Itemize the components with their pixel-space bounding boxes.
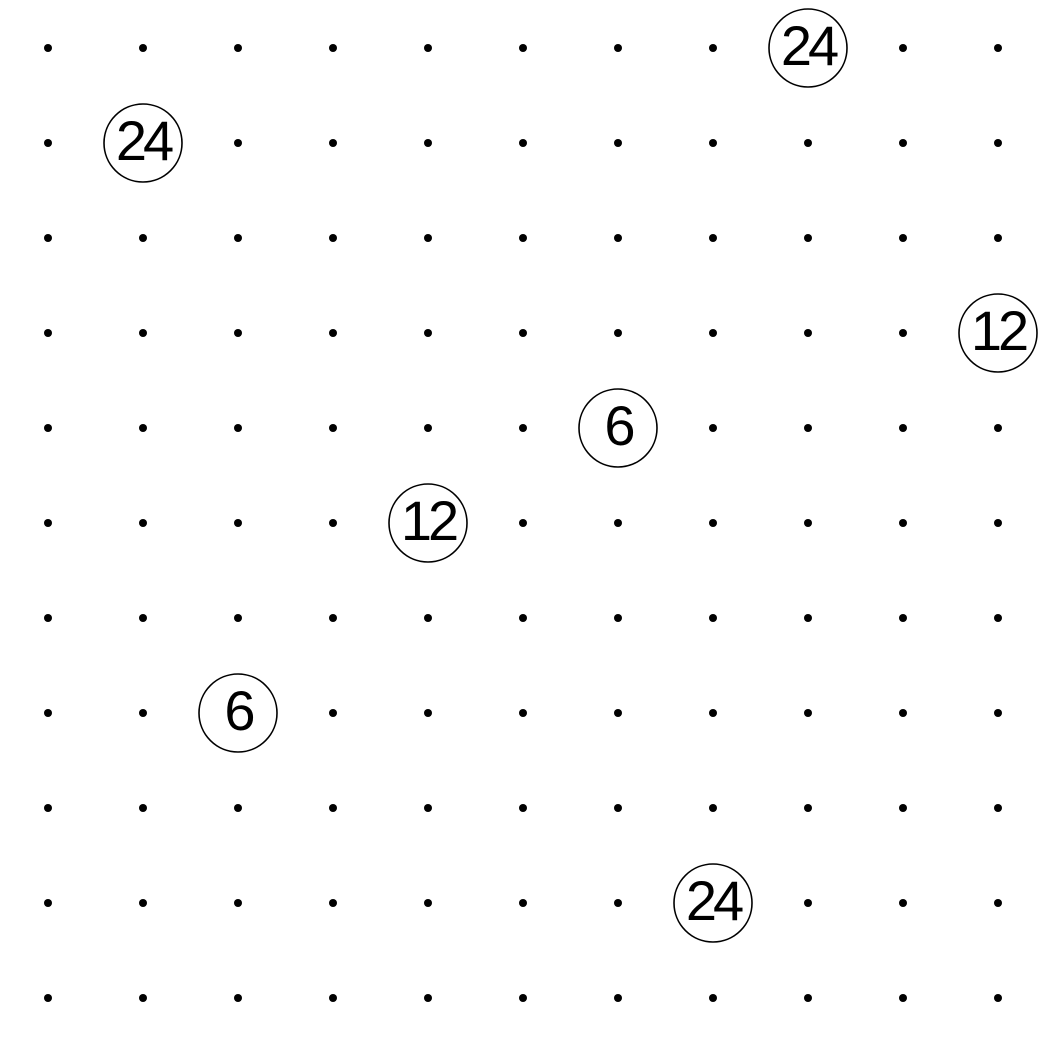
grid-dot[interactable] [519,424,527,432]
grid-dot[interactable] [614,519,622,527]
grid-dot[interactable] [44,234,52,242]
grid-dot[interactable] [614,709,622,717]
grid-dot[interactable] [804,614,812,622]
grid-dot[interactable] [519,44,527,52]
grid-dot[interactable] [519,234,527,242]
grid-dot[interactable] [329,44,337,52]
grid-dot[interactable] [519,709,527,717]
grid-dot[interactable] [44,519,52,527]
grid-dot[interactable] [614,139,622,147]
grid-dot[interactable] [899,709,907,717]
clue-circles [104,9,1037,942]
grid-dot[interactable] [234,424,242,432]
grid-dot[interactable] [44,899,52,907]
clue-cell[interactable] [959,294,1037,372]
grid-dot[interactable] [709,234,717,242]
grid-dot[interactable] [899,994,907,1002]
grid-dot[interactable] [424,994,432,1002]
clue-number: 6 [224,678,252,742]
grid-dot[interactable] [44,709,52,717]
grid-dot[interactable] [139,424,147,432]
grid-dot[interactable] [234,519,242,527]
grid-dot[interactable] [44,614,52,622]
grid-dot[interactable] [709,804,717,812]
grid-dot[interactable] [329,424,337,432]
grid-dot[interactable] [519,614,527,622]
grid-dot[interactable] [899,424,907,432]
grid-dot[interactable] [234,234,242,242]
grid-dot[interactable] [139,614,147,622]
grid-dot[interactable] [44,329,52,337]
grid-dot[interactable] [994,234,1002,242]
grid-dot[interactable] [899,899,907,907]
grid-dot[interactable] [899,329,907,337]
grid-dot[interactable] [899,44,907,52]
clue-number: 6 [604,393,632,457]
grid-dot[interactable] [329,994,337,1002]
grid-dot[interactable] [994,804,1002,812]
grid-dot[interactable] [329,329,337,337]
grid-dot[interactable] [994,44,1002,52]
grid-dot[interactable] [519,139,527,147]
grid-dot[interactable] [804,424,812,432]
grid-dot[interactable] [709,709,717,717]
grid-dot[interactable] [234,139,242,147]
grid-dot[interactable] [994,709,1002,717]
grid-dot[interactable] [899,519,907,527]
clue-number: 24 [780,13,836,77]
grid-dot[interactable] [424,709,432,717]
grid-dot[interactable] [614,899,622,907]
grid-dot[interactable] [994,899,1002,907]
grid-dot[interactable] [994,424,1002,432]
grid-dot[interactable] [709,44,717,52]
grid-dot[interactable] [139,234,147,242]
grid-dot[interactable] [234,994,242,1002]
grid-dot[interactable] [614,44,622,52]
grid-dot[interactable] [424,139,432,147]
grid-dot[interactable] [139,994,147,1002]
grid-dot[interactable] [139,899,147,907]
clue-cell[interactable] [199,674,277,752]
grid-dot[interactable] [804,329,812,337]
grid-dot[interactable] [614,994,622,1002]
grid-dot[interactable] [329,709,337,717]
grid-dot[interactable] [424,234,432,242]
grid-dot[interactable] [709,424,717,432]
clue-cell[interactable] [579,389,657,467]
grid-dot[interactable] [994,614,1002,622]
grid-dot[interactable] [424,44,432,52]
clue-number: 12 [970,298,1026,362]
grid-dot[interactable] [329,139,337,147]
grid-dot[interactable] [994,139,1002,147]
grid-dot[interactable] [329,519,337,527]
grid-dot[interactable] [804,994,812,1002]
grid-dot[interactable] [139,329,147,337]
grid-dot[interactable] [234,899,242,907]
clue-cell[interactable] [389,484,467,562]
grid-dot[interactable] [614,329,622,337]
grid-dot[interactable] [614,804,622,812]
grid-dot[interactable] [44,804,52,812]
grid-dot[interactable] [139,804,147,812]
grid-dot[interactable] [709,329,717,337]
grid-dot[interactable] [994,994,1002,1002]
grid-dot[interactable] [804,519,812,527]
clue-number: 24 [115,108,171,172]
grid-dot[interactable] [44,44,52,52]
grid-dot[interactable] [804,804,812,812]
grid-dot[interactable] [899,804,907,812]
grid-dot[interactable] [899,234,907,242]
grid-dot[interactable] [234,614,242,622]
grid-dot[interactable] [614,234,622,242]
grid-dot[interactable] [329,234,337,242]
clue-cell[interactable] [769,9,847,87]
grid-dot[interactable] [139,44,147,52]
grid-dot[interactable] [709,139,717,147]
grid-dot[interactable] [709,614,717,622]
grid-dot[interactable] [139,709,147,717]
grid-dot[interactable] [424,329,432,337]
grid-dot[interactable] [234,44,242,52]
grid-dot[interactable] [804,709,812,717]
grid-dot[interactable] [519,329,527,337]
clue-number: 24 [685,868,741,932]
clue-number: 12 [400,488,456,552]
grid-dot[interactable] [519,899,527,907]
grid-dot[interactable] [519,804,527,812]
clue-cell[interactable] [104,104,182,182]
grid-dot[interactable] [519,519,527,527]
grid-dot[interactable] [44,139,52,147]
grid-dot[interactable] [804,139,812,147]
grid-dots [44,44,1002,1002]
grid-dot[interactable] [899,139,907,147]
grid-dot[interactable] [234,329,242,337]
grid-dot[interactable] [329,899,337,907]
grid-dot[interactable] [329,804,337,812]
grid-dot[interactable] [709,519,717,527]
grid-dot[interactable] [329,614,337,622]
grid-dot[interactable] [804,234,812,242]
grid-dot[interactable] [519,994,527,1002]
grid-dot[interactable] [424,424,432,432]
grid-dot[interactable] [709,994,717,1002]
grid-dot[interactable] [804,899,812,907]
grid-dot[interactable] [44,424,52,432]
grid-dot[interactable] [44,994,52,1002]
grid-dot[interactable] [424,804,432,812]
grid-dot[interactable] [994,519,1002,527]
grid-dot[interactable] [234,804,242,812]
grid-dot[interactable] [424,614,432,622]
grid-dot[interactable] [139,519,147,527]
grid-dot[interactable] [899,614,907,622]
grid-dot[interactable] [614,614,622,622]
clue-cell[interactable] [674,864,752,942]
grid-dot[interactable] [424,899,432,907]
